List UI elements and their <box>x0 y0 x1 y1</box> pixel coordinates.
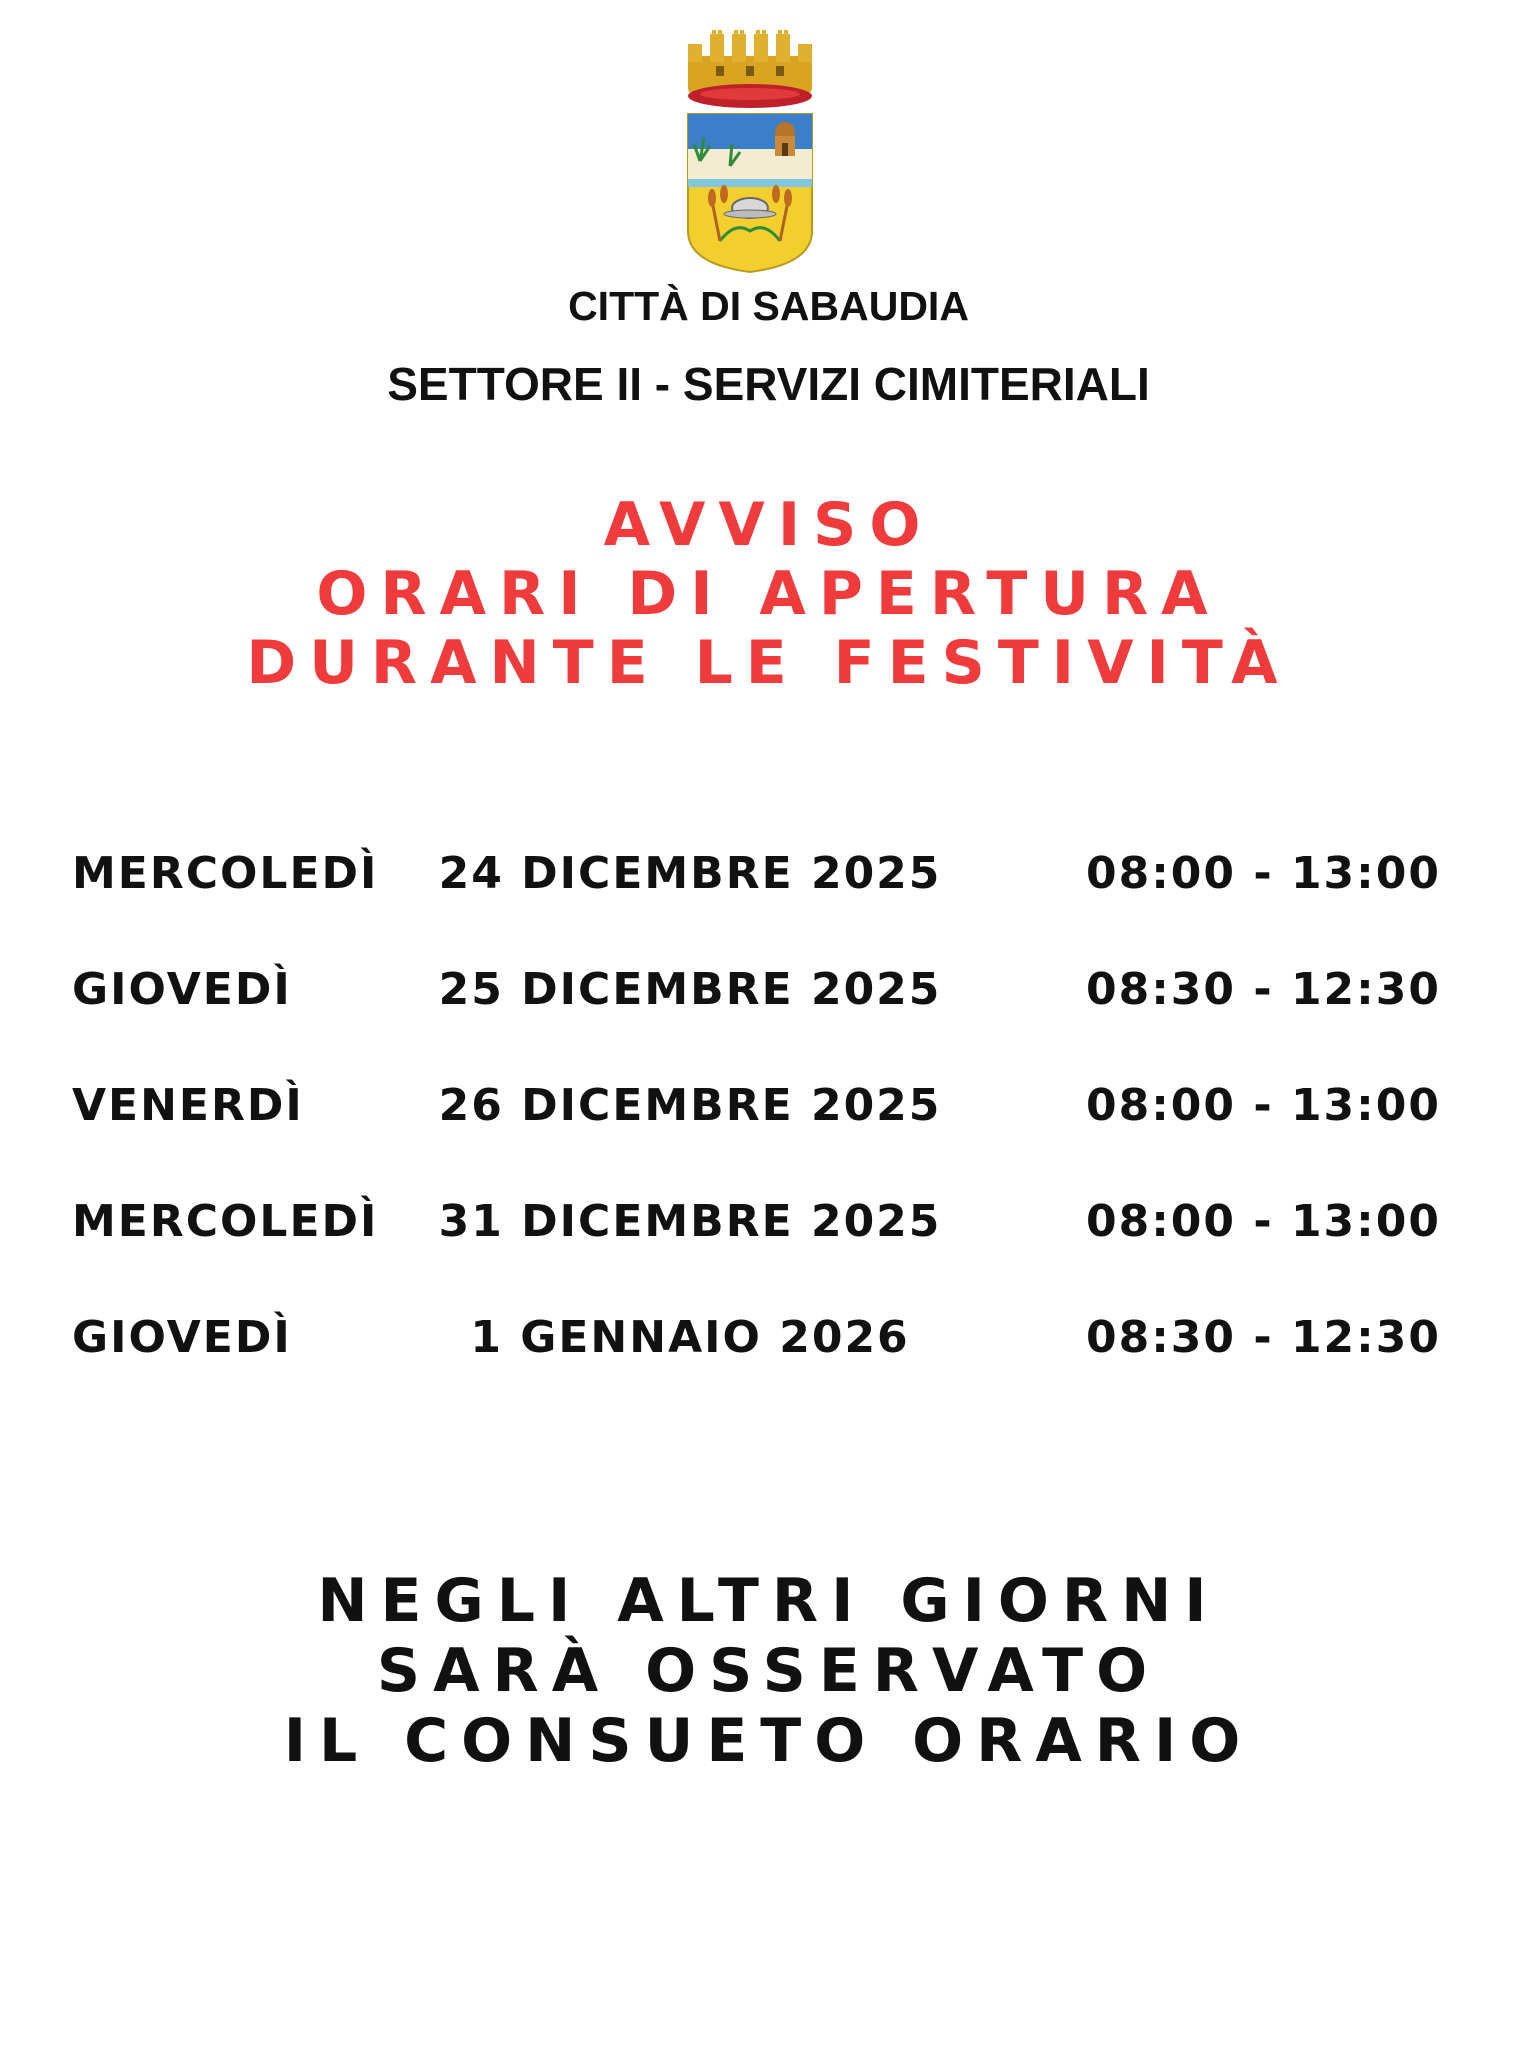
schedule-hours: 08:30 - 12:30 <box>1085 1312 1441 1363</box>
schedule-date: 1 GENNAIO 2026 <box>470 1312 910 1363</box>
schedule-day: MERCOLEDÌ <box>72 848 379 899</box>
schedule-day: GIOVEDÌ <box>72 1312 292 1363</box>
schedule-date: 26 DICEMBRE 2025 <box>438 1080 942 1131</box>
schedule-hours: 08:30 - 12:30 <box>1085 964 1441 1015</box>
crown-icon <box>688 30 812 108</box>
schedule-date: 31 DICEMBRE 2025 <box>438 1196 942 1247</box>
schedule-row <box>0 1312 1537 1372</box>
notice-title: AVVISO <box>603 490 934 560</box>
schedule-row <box>0 1196 1537 1256</box>
shield-icon <box>688 114 812 272</box>
footer-note-line-2: SARÀ OSSERVATO <box>376 1636 1161 1706</box>
sector-name: SETTORE II - SERVIZI CIMITERIALI <box>387 358 1150 410</box>
schedule-row <box>0 848 1537 908</box>
schedule-hours: 08:00 - 13:00 <box>1085 1080 1441 1131</box>
footer-note-line-3: IL CONSUETO ORARIO <box>283 1706 1254 1776</box>
footer-note-line-1: NEGLI ALTRI GIORNI <box>317 1566 1220 1636</box>
schedule-hours: 08:00 - 13:00 <box>1085 848 1441 899</box>
schedule-hours: 08:00 - 13:00 <box>1085 1196 1441 1247</box>
city-name: CITTÀ DI SABAUDIA <box>568 283 969 329</box>
schedule-day: VENERDÌ <box>72 1080 304 1131</box>
notice-subtitle-line-1: ORARI DI APERTURA <box>316 559 1221 629</box>
schedule-row <box>0 964 1537 1024</box>
schedule-date: 25 DICEMBRE 2025 <box>438 964 942 1015</box>
schedule-date: 24 DICEMBRE 2025 <box>438 848 942 899</box>
schedule-day: GIOVEDÌ <box>72 964 292 1015</box>
notice-subtitle-line-2: DURANTE LE FESTIVITÀ <box>246 628 1291 698</box>
city-coat-of-arms-icon <box>680 26 820 276</box>
schedule-day: MERCOLEDÌ <box>72 1196 379 1247</box>
schedule-row <box>0 1080 1537 1140</box>
